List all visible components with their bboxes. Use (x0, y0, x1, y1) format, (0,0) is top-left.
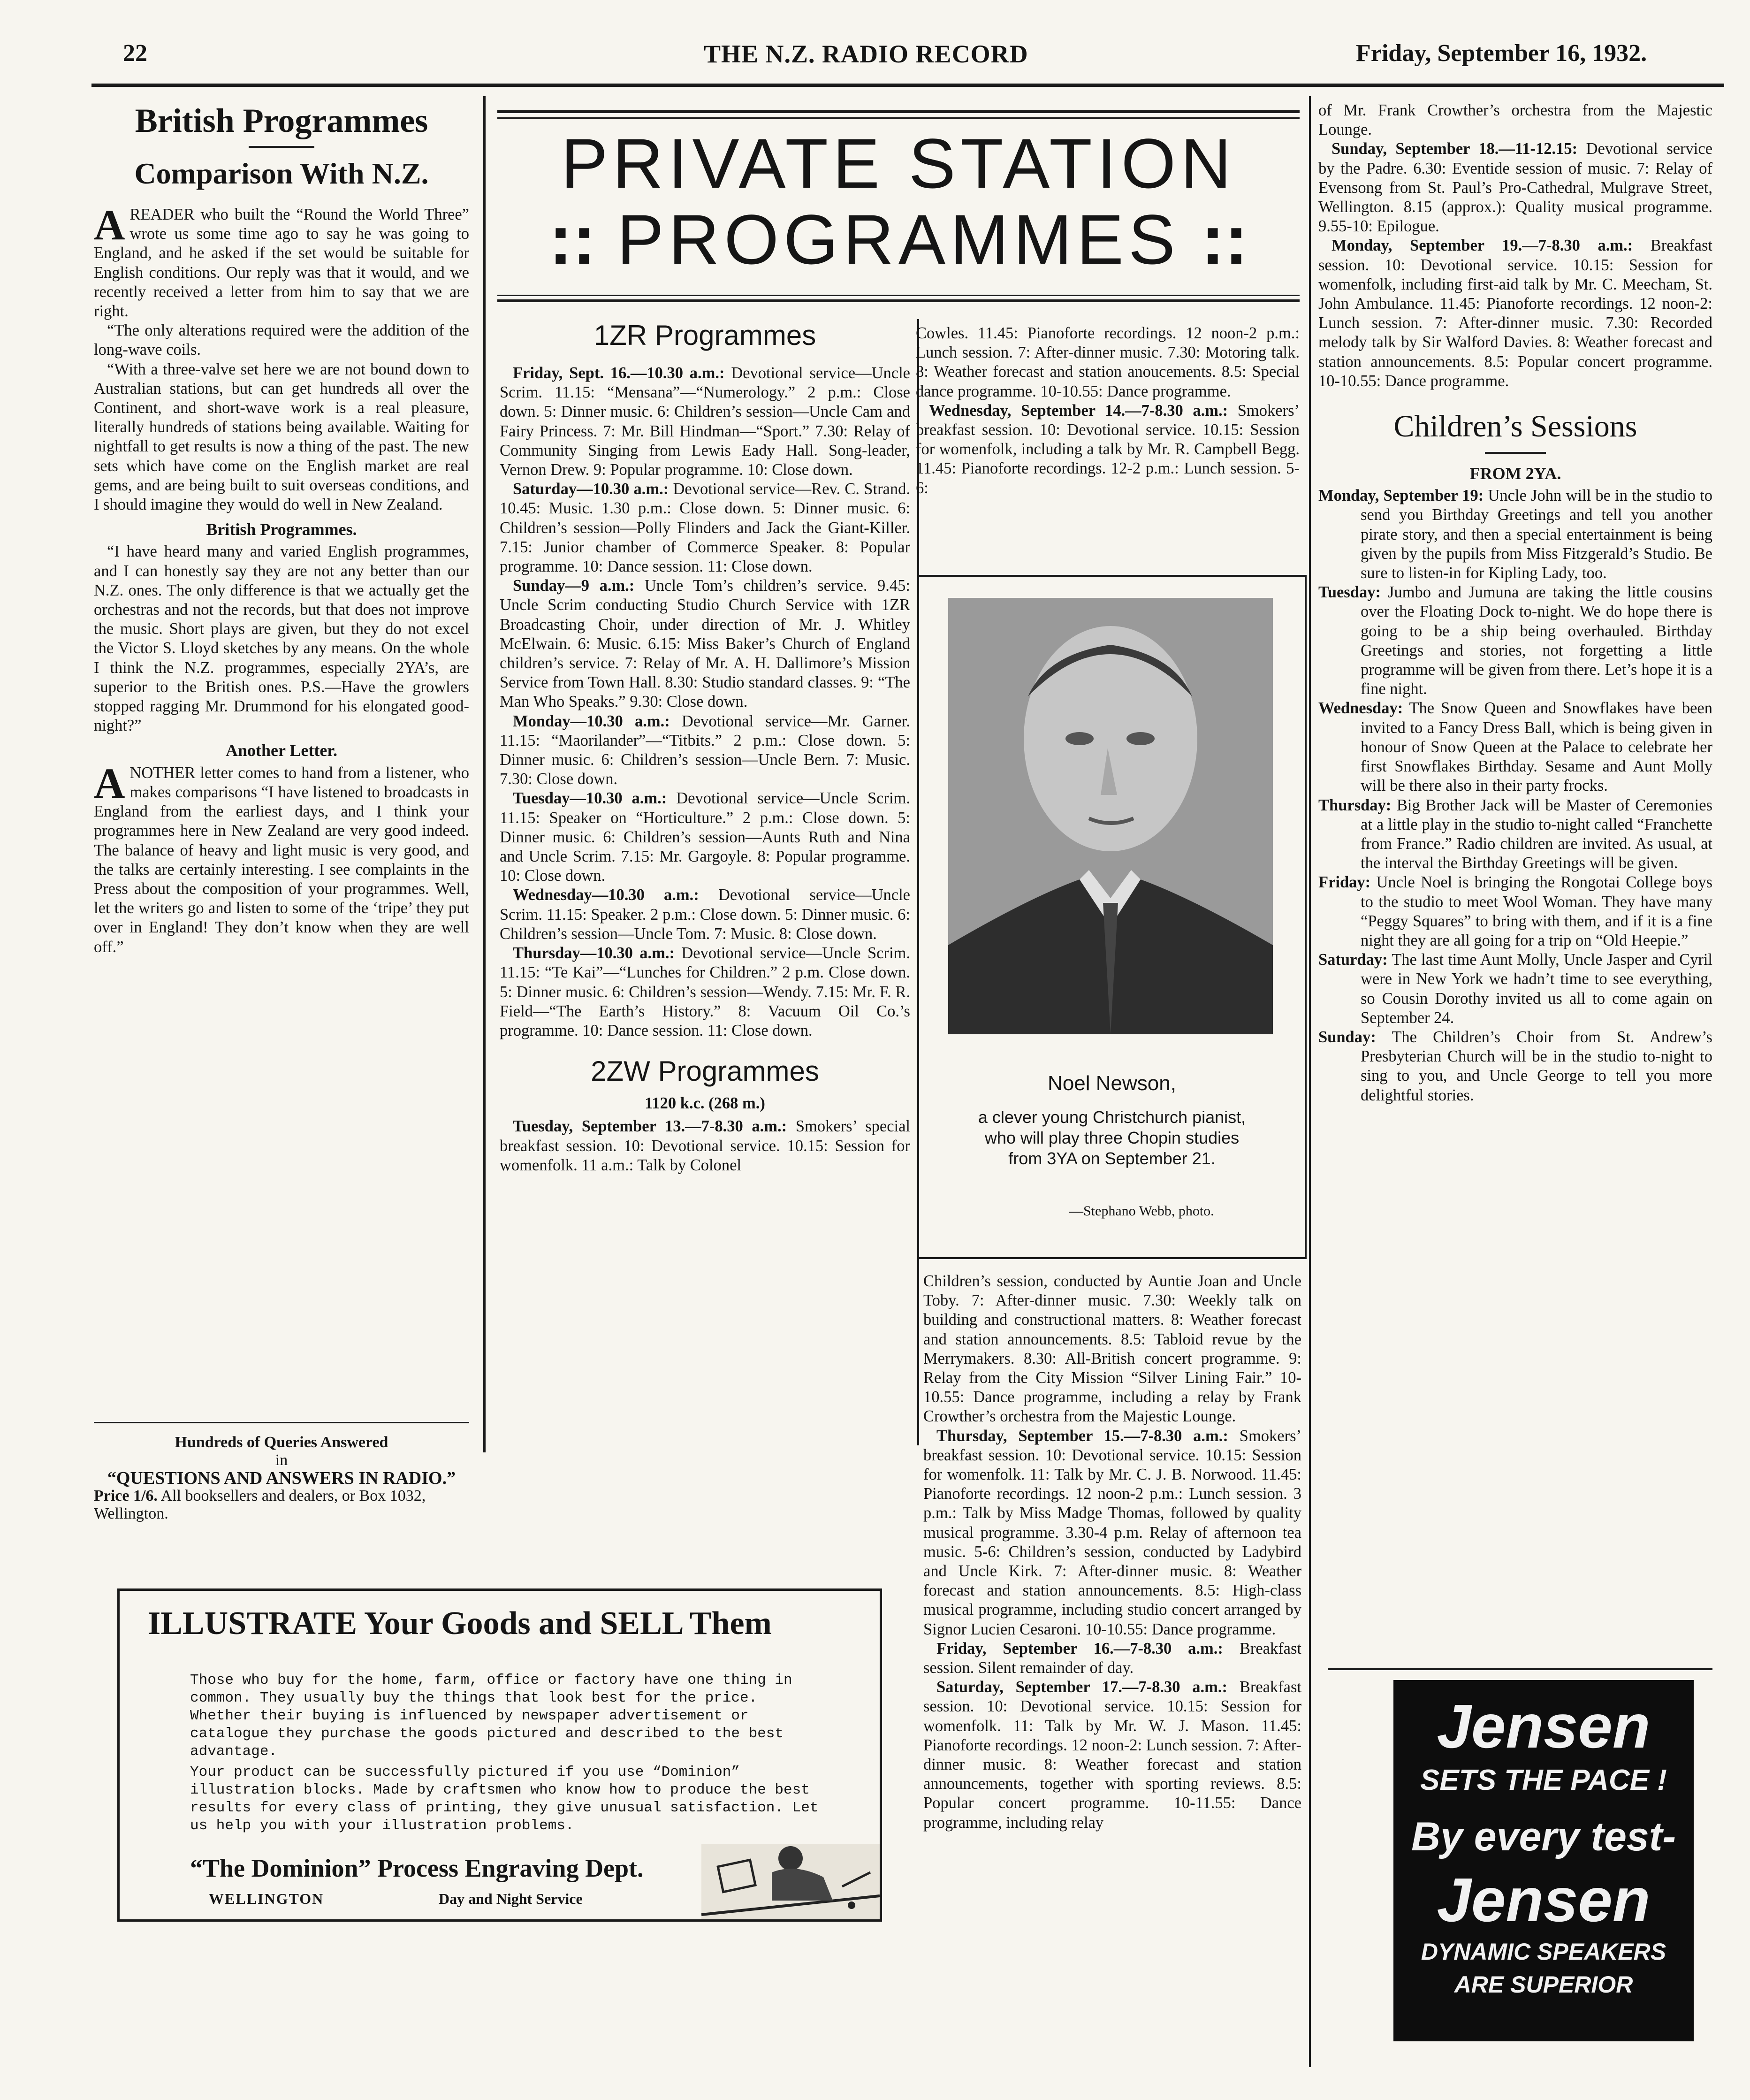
zw-continued-bottom (923, 1272, 1301, 1833)
entry-text: The Snow Queen and Snowflakes have been invited to a Fancy Dress Ball, which is being given in honour of Snow Queen at the Palace to celebrate her first Snowflakes Birthday. Sesame and Aunt Molly will be there also in their party frocks. (1361, 699, 1712, 795)
zw-title: 2ZW Programmes (591, 1055, 819, 1087)
entry-text: Uncle John will be in the studio to send you Birthday Greetings and tell you another pirate story, and then a special entertainment is being given by the pupils from Miss Fitzgerald’s Studio. Be sure to listen-in for Kipling Lady, too. (1361, 487, 1713, 582)
queries-sellers: All booksellers and dealers, or Box 1032, Wellington. (94, 1487, 426, 1522)
entry-day: Tuesday, September 13.—7-8.30 a.m.: (513, 1117, 787, 1136)
izr-column (500, 317, 910, 1175)
entry-text: Devotional service—Uncle Scrim. 11.15: “Mensana”—“Numerology.” 2 p.m.: Close down. 5: Dinner music. 6: Children’s session—Uncle Cam and Fairy Princess. 7: Mr. Bill Hindman—“Sport.” 7.30: Relay of Community Singing from Lewis Eady Hall. Song-leader, Vernon Drew. 9: Popular programme. 10: Close down. (500, 364, 910, 479)
queries-line1: Hundreds of Queries Answered (175, 1434, 388, 1451)
dominion-service: Day and Night Service (439, 1890, 583, 1907)
zw-sat-text: Breakfast session. 10: Devotional service. 10.15: Session for womenfolk. 11: Talk by Mr. W. J. Mason. 11.45: Pianoforte recordings. 12 noon-2: Lunch session. 7: After-dinner music. 8: Weather forecast and station announcements, together with sporting reviews. 8.5: Popular concert programme. 10-11.55: Dance programme, including relay (923, 1678, 1302, 1832)
entry-day: Tuesday: (1318, 583, 1381, 602)
programme-entry (1318, 1028, 1712, 1105)
issue-date: Friday, September 16, 1932. (1356, 40, 1647, 67)
children-title: Children’s Sessions (1393, 409, 1637, 444)
photo-name: Noel Newson, (1048, 1072, 1176, 1095)
queries-ad (94, 1434, 469, 1523)
programme-entry (1318, 873, 1712, 950)
jensen-tagline-2: By every test- (1411, 1814, 1676, 1859)
zw-cont-2: Children’s session, conducted by Auntie Joan and Uncle Toby. 7: After-dinner music. 7.30: Weekly talk on building and constructional matters. 8: Weather forecast and station announcements. 8.5: Tabloid revue by the Merrymakers. 8.30: All-British concert programme. 9: Relay from the City Mission “Silver Lining Fair.” 10-10.55: Dance programme, including a relay by Frank Crowther’s orchestra from the Majestic Lounge. (923, 1272, 1301, 1426)
right-column (1318, 101, 1712, 1105)
masthead: THE N.Z. RADIO RECORD (704, 40, 1028, 68)
dominion-headline: ILLUSTRATE Your Goods and SELL Them (148, 1605, 772, 1642)
programme-entry (1318, 699, 1712, 795)
dominion-city: WELLINGTON (209, 1890, 324, 1907)
dominion-body1: Those who buy for the home, farm, office or factory have one thing in common. They usually buy the things that look best for the price. Whether their buying is influenced by newspaper advertisement or catalogue they purchase the goods pictured and described to the best advantage. (190, 1672, 792, 1760)
article-title: British Programmes (135, 102, 428, 139)
banner-rule-top2 (497, 117, 1300, 119)
children-sessions (1318, 486, 1712, 1105)
banner-rule-bottom (497, 295, 1300, 296)
queries-line2: in (275, 1451, 288, 1469)
drop-cap-2: A (94, 759, 125, 807)
jensen-tagline-4: ARE SUPERIOR (1454, 1971, 1633, 1998)
entry-text: Smokers’ special breakfast session. 10: Devotional service. 10.15: Session for womenfolk. 11 a.m.: Talk by Colonel (500, 1117, 911, 1174)
entry-text: Uncle Noel is bringing the Rongotai College boys to the studio to meet Wool Woman. They have many “Peggy Squares” to bring with them, and if it is a fine night they are all going for a trip on “Old Heepie.” (1361, 873, 1713, 949)
entry-text: Devotional service—Uncle Scrim. 11.15: “Te Kai”—“Lunches for Children.” 2 p.m. Close down. 5: Dinner music. 6: Children’s session—Wendy. 7.15: Mr. F. R. Field—“The Earth’s History.” 8: Vacuum Oil Co.’s programme. 10: Dance session. 11: Close down. (500, 944, 910, 1039)
subhead-british: British Programmes. (206, 520, 357, 539)
left-ad-rule (94, 1422, 469, 1423)
right-mon-day: Monday, September 19.—7-8.30 a.m.: (1332, 237, 1633, 255)
banner-rule-bottom2 (497, 299, 1300, 302)
dominion-body2: Your product can be successfully pictured if you use “Dominion” illustration blocks. Made by craftsmen who know how to produce the best results for every class of printing, they give unusual satisfaction. Let us help you with your illustration problems. (190, 1764, 819, 1834)
programme-entry (1318, 796, 1712, 873)
right-sun-day: Sunday, September 18.—11-12.15: (1332, 140, 1578, 158)
entry-text: Devotional service—Uncle Scrim. 11.15: Speaker on “Horticulture.” 2 p.m.: Close down. 5: Dinner music. 6: Children’s session—Aunts Ruth and Nina and Uncle Scrim. 7.15: Mr. Gargoyle. 8: Popular programme. 10: Close down. (500, 789, 911, 885)
entry-day: Thursday: (1318, 796, 1392, 814)
entry-day: Sunday: (1318, 1028, 1376, 1046)
programme-entry (500, 886, 910, 944)
dominion-ad (117, 1588, 882, 1922)
article-subtitle: Comparison With N.Z. (134, 157, 429, 190)
para-2: “The only alterations required were the addition of the long-wave coils. (94, 321, 469, 359)
page-number: 22 (123, 40, 147, 67)
entry-text: Uncle Tom’s children’s service. 9.45: Uncle Scrim conducting Studio Church Service with 1ZR Broadcasting Choir, under direction of Mr. J. Whitley McElwain. 6: Music. 6.15: Miss Baker’s Church of England children’s service. 7: Relay of Mr. A. H. Dallimore’s Mission Service from Town Hall. 8.30: Studio standard classes. 9: “The Man Who Speaks.” 9.30: Close down. (500, 577, 910, 711)
zw-wed-day: Wednesday, September 14.—7-8.30 a.m.: (929, 401, 1228, 420)
entry-day: Friday, Sept. 16.—10.30 a.m.: (513, 364, 725, 382)
zw-entries (500, 1117, 910, 1175)
engraver-illustration (701, 1844, 880, 1919)
entry-day: Saturday—10.30 a.m.: (513, 480, 669, 498)
children-divider (1485, 452, 1546, 454)
children-from: FROM 2YA. (1469, 464, 1561, 483)
right-mon-text: Breakfast session. 10: Devotional service. 10.15: Session for womenfolk, including first-aid talk by Mr. C. Meecham, St. John Ambulance. 11.45: Pianoforte recordings. 12 noon-2: Lunch session. 7: After-dinner music. 7.30: Recorded melody talk by Sir Walford Davies. 8: Weather forecast and station announcements. 8.5: Popular concert programme. 10-10.55: Dance programme. (1318, 237, 1712, 390)
entry-day: Friday: (1318, 873, 1371, 892)
photo-credit: —Stephano Webb, photo. (1069, 1203, 1214, 1219)
entry-day: Saturday: (1318, 951, 1388, 969)
right-cont: of Mr. Frank Crowther’s orchestra from the Majestic Lounge. (1318, 101, 1712, 139)
banner-ornament-right: :: (1201, 200, 1248, 279)
para-3: “With a three-valve set here we are not bound down to Australian stations, but can get hundreds all over the Continent, and short-wave work is a real pleasure, literally hundreds of stations being available. Waiting for nightfall to get results is now a thing of the past. The new sets which have come on the English market are real gems, and are being built to suit overseas conditions, and I should imagine they would do well in New Zealand. (94, 360, 469, 514)
noel-newson-photo (948, 598, 1273, 1034)
dominion-dept: “The Dominion” Process Engraving Dept. (190, 1854, 644, 1882)
entry-day: Wednesday—10.30 a.m.: (513, 886, 699, 904)
entry-text: The last time Aunt Molly, Uncle Jasper and Cyril were in New York we hadn’t time to see everything, so Cousin Dorothy invited us all to come again on September 24. (1361, 951, 1712, 1027)
entry-text: Big Brother Jack will be Master of Ceremonies at a little play in the studio to-night called “Franchette from France.” Radio children are invited. As usual, at the interval the Birthday Greetings will be given. (1361, 796, 1713, 872)
jensen-ad (1393, 1680, 1694, 2041)
zw-thu-day: Thursday, September 15.—7-8.30 a.m.: (936, 1427, 1228, 1445)
queries-price: Price 1/6. (94, 1487, 158, 1504)
programme-entry (1318, 486, 1712, 583)
photo-caption: a clever young Christchurch pianist, who will play three Chopin studies from 3YA on September 21. (978, 1107, 1246, 1168)
queries-title: “QUESTIONS AND ANSWERS IN RADIO.” (107, 1468, 456, 1488)
jensen-tagline-3: DYNAMIC SPEAKERS (1421, 1939, 1666, 1965)
entry-text: Devotional service—Uncle Scrim. 11.15: Speaker. 2 p.m.: Close down. 5: Dinner music. 6: Children’s session—Uncle Tom. 7: Music. 8: Close down. (500, 886, 910, 943)
banner-line1: PRIVATE STATION (561, 124, 1236, 203)
entry-text: The Children’s Choir from St. Andrew’s Presbyterian Church will be in the studio to-night to sing to you, and Uncle George to tell you more delightful stories. (1361, 1028, 1712, 1104)
programme-entry (500, 712, 910, 789)
zw-frequency: 1120 k.c. (268 m.) (645, 1094, 765, 1113)
programme-entry (500, 944, 910, 1040)
programme-entry (500, 789, 910, 886)
izr-title: 1ZR Programmes (593, 320, 816, 351)
jensen-brand-2: Jensen (1437, 1865, 1651, 1934)
programme-entry (1318, 950, 1712, 1028)
entry-text: Devotional service—Rev. C. Strand. 10.45: Music. 1.30 p.m.: Close down. 5: Dinner music. 6: Children’s session—Polly Flinders and Jack the Giant-Killer. 7.15: Junior chamber of Commerce Speaker. 8: Popular programme. 10: Dance session. 11: Close down. (500, 480, 910, 576)
zw-fri-text: Breakfast session. Silent remainder of day. (923, 1639, 1302, 1677)
title-divider (249, 146, 314, 148)
programme-entry (500, 364, 910, 480)
zw-thu-text: Smokers’ breakfast session. 10: Devotional service. 10.15: Session for womenfolk. 11: Talk by Mr. C. J. B. Norwood. 11.45: Pianoforte recordings. 12 noon-2 p.m.: Lunch session. 3 p.m.: Talk by Miss Madge Thomas, followed by quality musical programme. 3.30-4 p.m. Relay of afternoon tea music. 5-6: Children’s session, conducted by Ladybird and Uncle Kirk. 7: After-dinner music. 8: Weather forecast and station announcements. 8.5: High-class musical programme, including studio concert arranged by Signor Lucien Cesaroni. 10-10.55: Dance programme. (923, 1427, 1302, 1638)
col-rule-1 (483, 96, 486, 1452)
programme-entry (500, 576, 910, 711)
entry-day: Sunday—9 a.m.: (513, 577, 635, 595)
entry-day: Tuesday—10.30 a.m.: (513, 789, 667, 808)
banner-line2: PROGRAMMES (616, 200, 1180, 279)
jensen-rule (1328, 1668, 1712, 1670)
programme-entry (500, 480, 910, 576)
banner-rule-top (497, 110, 1300, 113)
zw-cont-1: Cowles. 11.45: Pianoforte recordings. 12 noon-2 p.m.: Lunch session. 7: After-dinner music. 7.30: Motoring talk. 8: Weather forecast and station anoucements. 8.5: Special dance programme. 10-10.55: Dance programme. (916, 324, 1300, 400)
entry-text: Jumbo and Jumuna are taking the little cousins over the Floating Dock to-night. We do hope there is going to be a ship being overhauled. Birthday Greetings and stories, not forgetting a little programme will be given from there. Let’s hope it is a fine night. (1361, 583, 1713, 698)
entry-day: Wednesday: (1318, 699, 1403, 718)
dominion-body (190, 1672, 819, 1835)
photo-box (917, 575, 1307, 1259)
drop-cap: A (94, 201, 125, 249)
izr-entries (500, 364, 910, 1040)
jensen-tagline-1: SETS THE PACE ! (1420, 1764, 1667, 1796)
banner-ornament-left: :: (549, 200, 596, 279)
entry-day: Monday, September 19: (1318, 487, 1484, 505)
british-programmes-article (94, 101, 469, 957)
entry-day: Thursday—10.30 a.m.: (513, 944, 675, 962)
zw-wed-text: Smokers’ breakfast session. 10: Devotional service. 10.15: Session for womenfolk, including a talk by Mr. R. Campbell Begg. 11.45: Pianoforte recordings. 12-2 p.m.: Lunch session. 5-6: (916, 401, 1300, 497)
zw-fri-day: Friday, September 16.—7-8.30 a.m.: (936, 1639, 1223, 1657)
zw-continued-top (916, 324, 1300, 498)
col-rule-3 (1309, 96, 1311, 2067)
para-4: “I have heard many and varied English programmes, and I can honestly say they are not any better than our N.Z. ones. The only difference is that we actually get the orchestras and not the records, but that does not improve the music. Short plays are given, but they do not excel the Victor S. Lloyd sketches by any means. On the whole I think the N.Z. programmes, especially 2YA’s, are superior to the British ones. P.S.—Have the growlers stopped ragging Mr. Drummond for his elongated good-night?” (94, 542, 469, 735)
header-rule (91, 84, 1724, 87)
zw-sat-day: Saturday, September 17.—7-8.30 a.m.: (936, 1678, 1228, 1696)
entry-day: Monday—10.30 a.m.: (513, 712, 670, 730)
entry-text: Devotional service—Mr. Garner. 11.15: “Maorilander”—“Titbits.” 2 p.m.: Close down. 5: Dinner music. 6: Children’s session—Uncle Bern. 7: Music. 7.30: Close down. (500, 712, 910, 788)
para-5: ANOTHER letter comes to hand from a listener, who makes comparisons “I have listened to broadcasts in England from the earliest days, and I think your programmes here in New Zealand are very good indeed. The balance of heavy and light music is very good, and the talks are certainly interesting. I see complaints in the Press about the composition of your programmes. Well, let the writers go and listen to some of the ‘tripe’ they put over in England! They don’t know when they are well off.” (94, 759, 469, 956)
right-sun-text: Devotional service by the Padre. 6.30: Eventide session of music. 7: Relay of Evensong from St. Paul’s Pro-Cathedral, Mulgrave Street, Wellington. 8.15 (approx.): Quality musical programme. 9.55-10: Epilogue. (1318, 140, 1713, 236)
programme-entry (1318, 583, 1712, 699)
para-1: AREADER who built the “Round the World Three” wrote us some time ago to say he was going to England, and he asked if the set would be suitable for English conditions. Our reply was that it would, and we recently received a letter from him to say that we are right. (94, 201, 469, 321)
programme-entry (500, 1117, 910, 1175)
subhead-another-letter: Another Letter. (226, 741, 337, 760)
jensen-brand: Jensen (1437, 1692, 1651, 1761)
